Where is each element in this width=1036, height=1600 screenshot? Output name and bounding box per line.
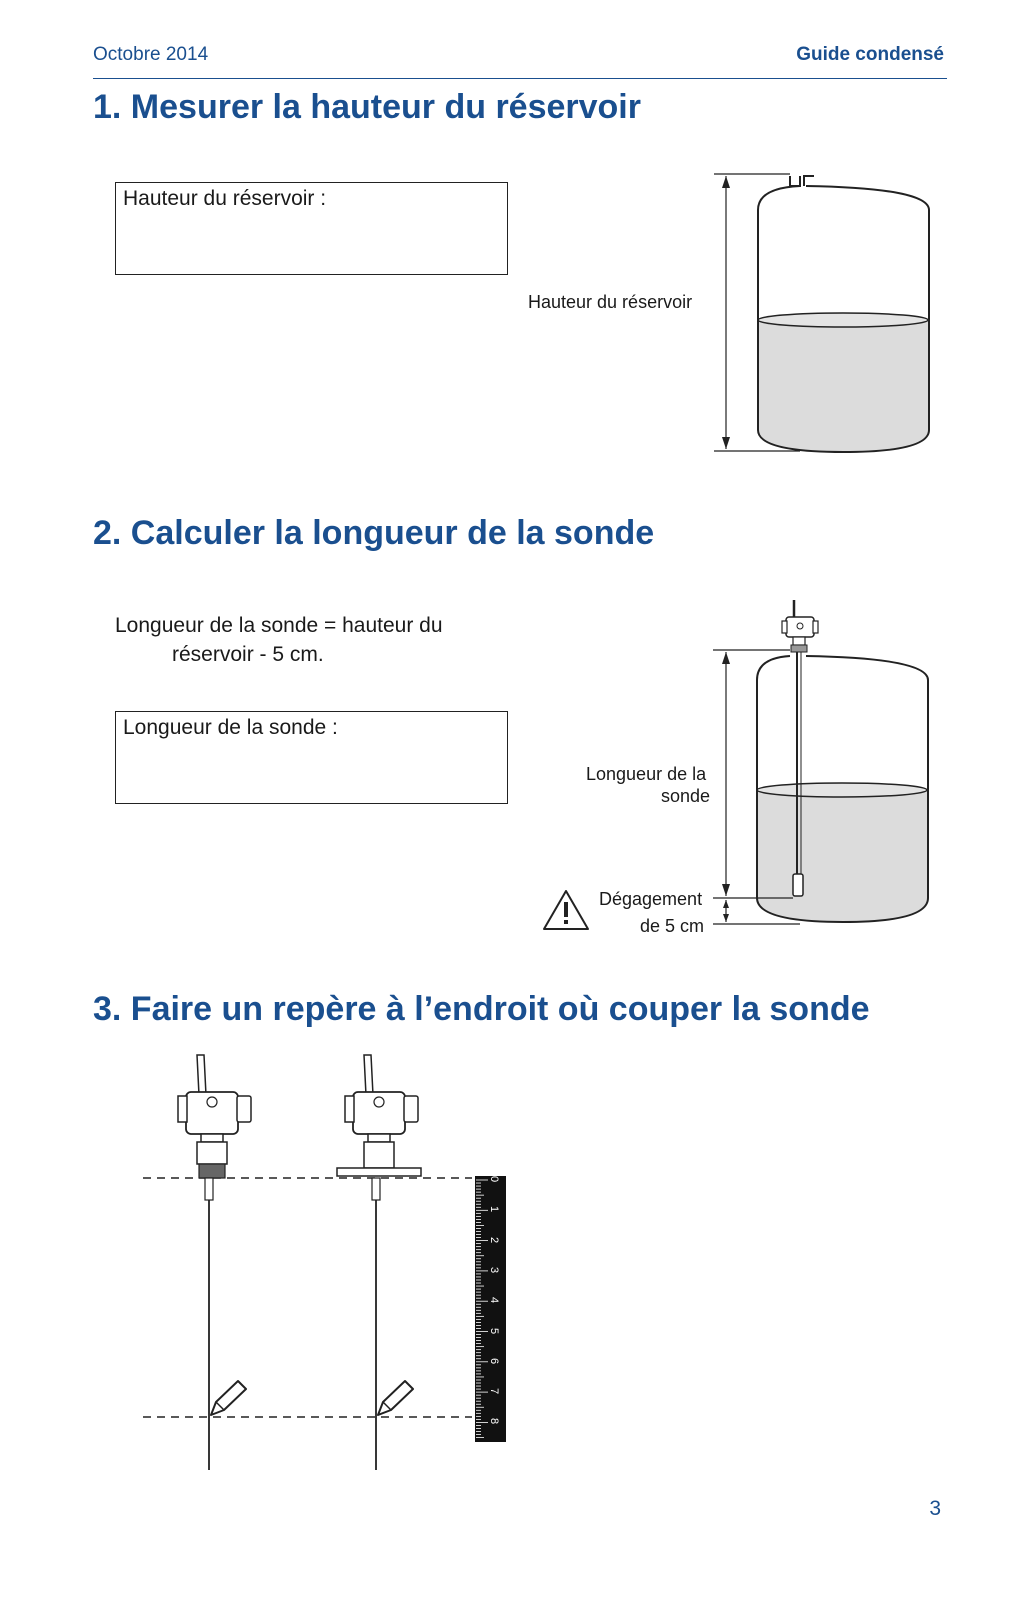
ruler-tick-label: 2 — [488, 1236, 501, 1243]
tank-height-label: Hauteur du réservoir — [528, 292, 693, 312]
ruler-tick-label: 3 — [488, 1266, 501, 1273]
probe-length-label-1: Longueur de la — [586, 764, 707, 784]
ruler-tick-label: 5 — [488, 1327, 501, 1334]
probe-length-field-label: Longueur de la sonde : — [123, 716, 338, 739]
step2-heading: 2. Calculer la longueur de la sonde — [93, 514, 655, 552]
ruler-tick-label: 7 — [488, 1388, 501, 1395]
step1-heading: 1. Mesurer la hauteur du réservoir — [93, 88, 641, 126]
formula-line-1: Longueur de la sonde = hauteur du — [115, 614, 443, 637]
tank-height-field-label: Hauteur du réservoir : — [123, 187, 327, 210]
page-number: 3 — [929, 1497, 941, 1520]
clearance-label-1: Dégagement — [599, 889, 703, 909]
pencil-icon — [211, 1381, 246, 1415]
ruler-tick-label: 6 — [488, 1357, 501, 1364]
probe-length-label-2: sonde — [661, 786, 711, 806]
ruler-tick-label: 8 — [488, 1418, 501, 1425]
formula-line-2: réservoir - 5 cm. — [172, 643, 324, 666]
header-date: Octobre 2014 — [93, 44, 209, 65]
step3-heading: 3. Faire un repère à l’endroit où couper la sonde — [93, 990, 870, 1028]
ruler-tick-label: 0 — [488, 1175, 501, 1183]
ruler-tick-label: 1 — [488, 1206, 501, 1213]
transmitter-flanged — [337, 1055, 421, 1470]
ruler — [475, 1176, 506, 1442]
header-guide-title: Guide condensé — [796, 44, 944, 65]
ruler-tick-label: 4 — [488, 1297, 501, 1304]
clearance-label-2: de 5 cm — [640, 916, 705, 936]
pencil-icon — [378, 1381, 413, 1415]
